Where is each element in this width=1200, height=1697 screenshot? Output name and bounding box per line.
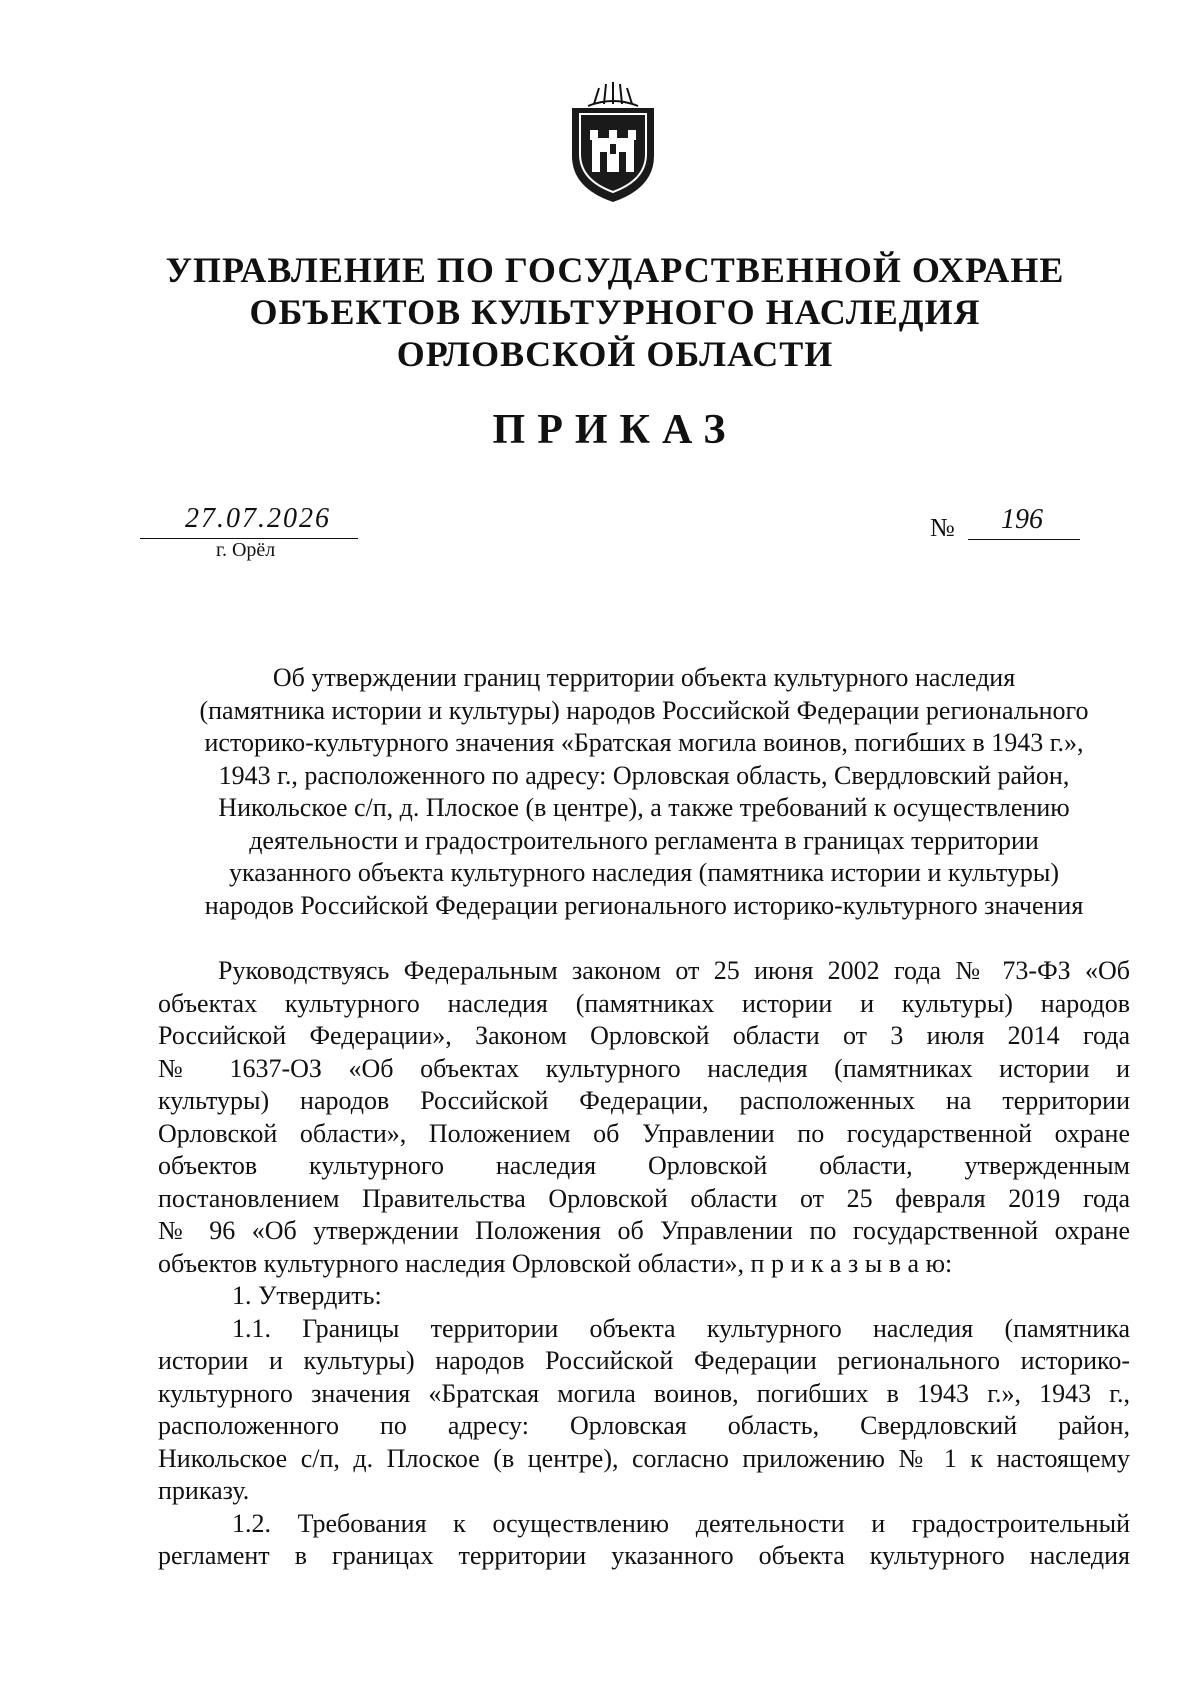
preamble-line: объектов культурного наследия Орловской области», п р и к а з ы в а ю:	[158, 1248, 953, 1278]
number-sign: №	[930, 513, 955, 542]
preamble-line: Руководствуясь Федеральным законом от 25 июня 2002 года № 73-ФЗ «Об	[218, 956, 1130, 985]
title-line: Об утверждении границ территории объекта культурного наследия	[272, 663, 1016, 692]
preamble-line: объектов культурного наследия Орловской области, утвержденным	[158, 1151, 1130, 1180]
item-1-1-line: истории и культуры) народов Российской Федерации регионального историко-	[158, 1346, 1130, 1375]
preamble-line: культуры) народов Российской Федерации, расположенных на территории	[158, 1086, 1130, 1115]
coat-of-arms-emblem	[564, 82, 662, 204]
agency-name-line-1: УПРАВЛЕНИЕ ПО ГОСУДАРСТВЕННОЙ ОХРАНЕ	[165, 250, 1065, 290]
item-1-2-line: 1.2. Требования к осуществлению деятельности и градостроительный	[232, 1508, 1130, 1538]
number-underline	[968, 539, 1080, 540]
title-line: народов Российской Федерации регионального историко-культурного значения	[204, 890, 1084, 920]
document-type: ПРИКАЗ	[492, 407, 738, 453]
agency-name-line-3: ОРЛОВСКОЙ ОБЛАСТИ	[396, 334, 834, 374]
title-line: Никольское с/п, д. Плоское (в центре), а также требований к осуществлению	[218, 793, 1070, 822]
preamble-line: № 1637-ОЗ «Об объектах культурного наследия (памятниках истории и	[158, 1053, 1130, 1083]
item-1-1-line: культурного значения «Братская могила воинов, погибших в 1943 г.», 1943 г.,	[158, 1378, 1130, 1408]
handwritten-number: 196	[1001, 504, 1043, 535]
item-1-1-line: 1.1. Границы территории объекта культурного наследия (памятника	[232, 1313, 1130, 1343]
preamble-line: № 96 «Об утверждении Положения об Управлении по государственной охране	[158, 1216, 1130, 1245]
agency-name-line-2: ОБЪЕКТОВ КУЛЬТУРНОГО НАСЛЕДИЯ	[249, 292, 981, 332]
handwritten-date: 27.07.2026	[185, 503, 331, 534]
title-line: деятельности и градостроительного регламента в границах территории	[249, 825, 1039, 855]
item-1-1-line: приказу.	[158, 1476, 250, 1505]
item-1: 1. Утвердить:	[232, 1281, 382, 1310]
order-body	[158, 955, 1130, 1573]
preamble-line: Орловской области», Положением об Управлении по государственной охране	[158, 1118, 1130, 1148]
preamble-line: объектах культурного наследия (памятниках истории и культуры) народов	[158, 988, 1130, 1018]
title-line: 1943 г., расположенного по адресу: Орловская область, Свердловский район,	[218, 760, 1070, 790]
order-title	[160, 662, 1128, 922]
title-line: историко-культурного значения «Братская могила воинов, погибших в 1943 г.»,	[204, 728, 1084, 757]
preamble-line: постановлением Правительства Орловской области от 25 февраля 2019 года	[158, 1183, 1130, 1213]
item-1-1-line: расположенного по адресу: Орловская область, Свердловский район,	[158, 1411, 1130, 1440]
item-1-1-line: Никольское с/п, д. Плоское (в центре), согласно приложению № 1 к настоящему	[158, 1443, 1130, 1473]
city: г. Орёл	[216, 539, 276, 561]
preamble-line: Российской Федерации», Законом Орловской области от 3 июля 2014 года	[158, 1021, 1130, 1050]
title-line: указанного объекта культурного наследия (памятника истории и культуры)	[228, 858, 1059, 887]
item-1-2-line: регламент в границах территории указанного объекта культурного наследия	[158, 1541, 1130, 1570]
title-line: (памятника истории и культуры) народов Российской Федерации регионального	[199, 695, 1089, 725]
